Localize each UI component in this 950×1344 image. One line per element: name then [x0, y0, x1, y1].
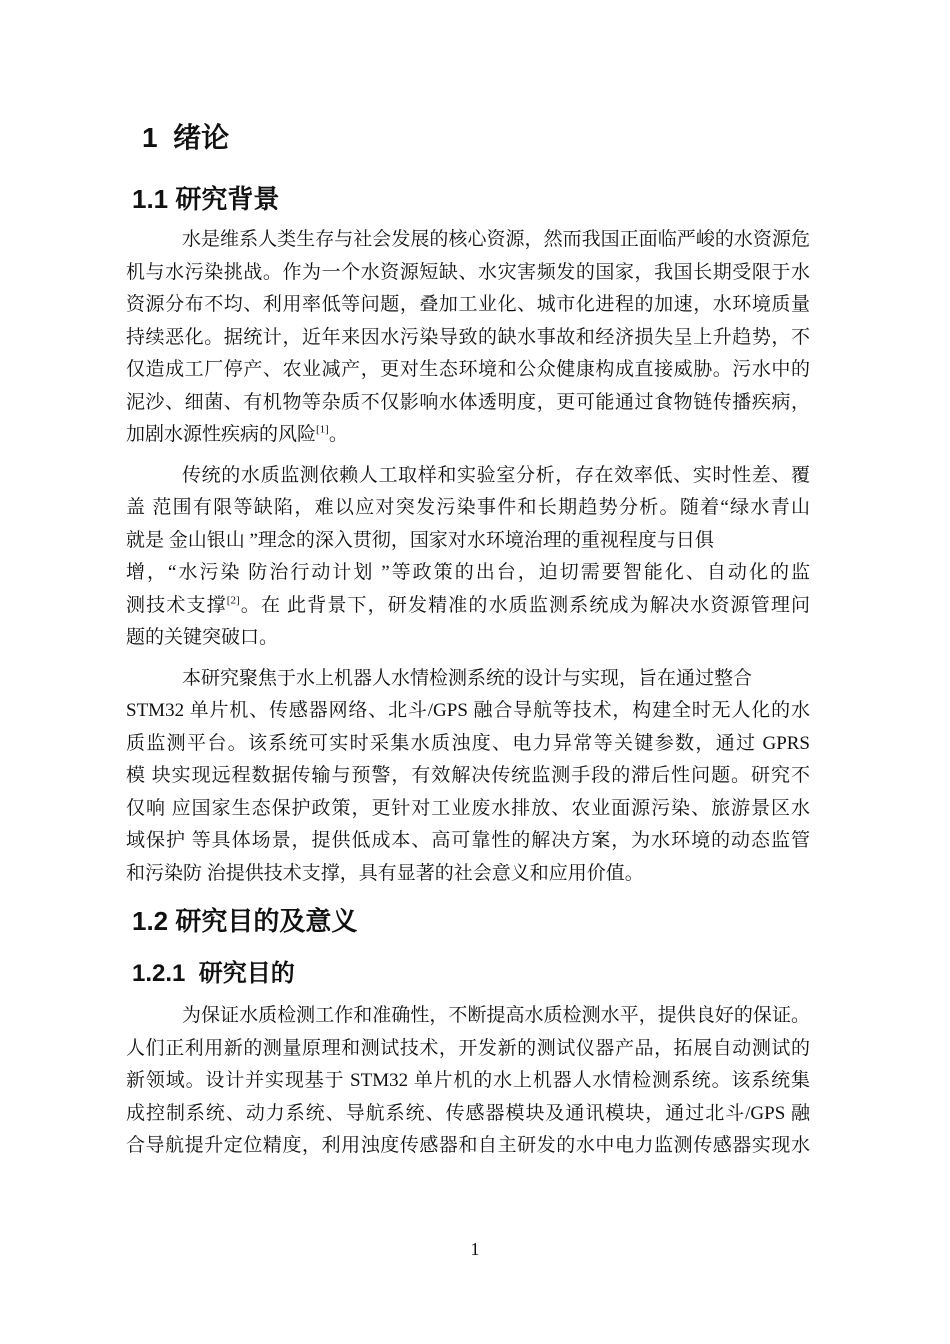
text-line: 本研究聚焦于水上机器人水情检测系统的设计与实现，旨在通过整合	[182, 667, 753, 689]
section-heading-1-2: 1.2 研究目的及意义	[132, 906, 358, 936]
paragraph-research-background-3	[126, 663, 810, 891]
text-line: 和污染防 治提供技术支撑，具有显著的社会意义和应用价值。	[126, 862, 644, 884]
text-line: 水是维系人类生存与社会发展的核心资源，然而我国正面临严峻的水资源危	[182, 229, 810, 250]
section-heading-1-1: 1.1 研究背景	[132, 184, 280, 214]
text-line-with-citation: 加剧水源性疾病的风险[1]。	[126, 423, 348, 445]
text-line: STM32 单片机、传感器网络、北斗/GPS 融合导航等技术，构建全时无人化的水	[126, 700, 810, 721]
text-line: 机与水污染挑战。作为一个水资源短缺、水灾害频发的国家，我国长期受限于水	[126, 261, 810, 283]
subsection-heading-1-2-1: 1.2.1 研究目的	[132, 960, 295, 987]
text-line: 成控制系统、动力系统、导航系统、传感器模块及通讯模块，通过北斗/GPS 融	[126, 1102, 810, 1124]
text-line: 为保证水质检测工作和准确性，不断提高水质检测水平，提供良好的保证。	[182, 1005, 810, 1026]
text-line: 仅响 应国家生态保护政策，更针对工业废水排放、农业面源污染、旅游景区水	[126, 797, 810, 819]
text-line: 质监测平台。该系统可实时采集水质浊度、电力异常等关键参数，通过 GPRS	[126, 732, 810, 754]
text-line: 题的关键突破口。	[126, 627, 279, 648]
page-content	[126, 120, 810, 1163]
text-line: 泥沙、细菌、有机物等杂质不仅影响水体透明度，更可能通过食物链传播疾病，	[126, 391, 810, 413]
text-line: 域保护 等具体场景，提供低成本、高可靠性的解决方案，为水环境的动态监管	[126, 830, 810, 851]
paragraph-research-background-1	[126, 224, 810, 452]
page-number: 1	[470, 1239, 480, 1259]
text-line: 模 块实现远程数据传输与预警，有效解决传统监测手段的滞后性问题。研究不	[126, 765, 810, 786]
text-line: 新领域。设计并实现基于 STM32 单片机的水上机器人水情检测系统。该系统集	[126, 1070, 810, 1091]
paragraph-research-purpose	[126, 1000, 810, 1163]
text-line: 盖 范围有限等缺陷，难以应对突发污染事件和长期趋势分析。随着“绿水青山	[126, 497, 810, 518]
text-line: 资源分布不均、利用率低等问题，叠加工业化、城市化进程的加速，水环境质量	[126, 294, 810, 315]
chapter-heading: 1 绪论	[142, 122, 230, 153]
paragraph-research-background-2	[126, 460, 810, 655]
text-line: 持续恶化。据统计，近年来因水污染导致的缺水事故和经济损失呈上升趋势，不	[126, 326, 810, 348]
text-line: 增，“水污染 防治行动计划 ”等政策的出台，迫切需要智能化、自动化的监	[126, 562, 810, 583]
text-line: 就是 金山银山 ”理念的深入贯彻，国家对水环境治理的重视程度与日俱	[126, 529, 714, 551]
text-line: 仅造成工厂停产、农业减产，更对生态环境和公众健康构成直接威胁。污水中的	[126, 359, 810, 380]
text-line: 合导航提升定位精度，利用浊度传感器和自主研发的水中电力监测传感器实现水	[126, 1135, 810, 1156]
text-line-with-citation: 测技术支撑[2]。在 此背景下，研发精准的水质监测系统成为解决水资源管理问	[126, 594, 810, 616]
text-line: 传统的水质监测依赖人工取样和实验室分析，存在效率低、实时性差、覆	[182, 464, 810, 486]
text-line: 人们正利用新的测量原理和测试技术，开发新的测试仪器产品，拓展自动测试的	[126, 1037, 810, 1059]
